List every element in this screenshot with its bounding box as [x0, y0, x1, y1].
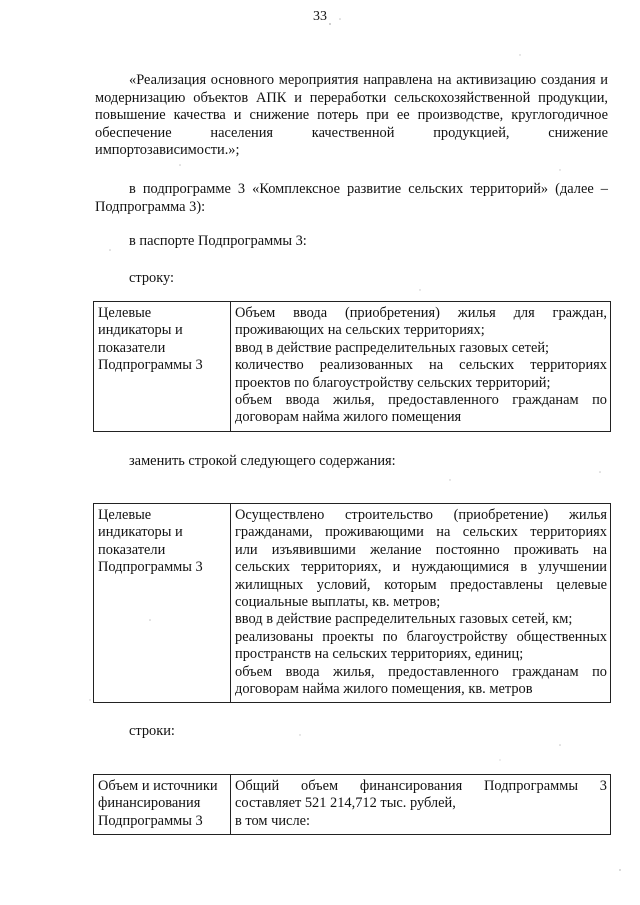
table-cell-line: Объем ввода (приобретения) жилья для граждан, [235, 305, 607, 321]
table-cell-line: Подпрограммы 3 [98, 812, 203, 829]
table-cell-line: гражданами, проживающими на сельских территориях [235, 524, 607, 541]
table-cell-line: показатели [98, 541, 166, 558]
new-indicators-value-cell [231, 504, 611, 703]
table-cell-line: составляет 521 214,712 тыс. рублей, [235, 795, 456, 812]
table-cell-line: в том числе: [235, 812, 311, 829]
financing-label-cell [94, 775, 231, 835]
passport-line: в паспорте Подпрограммы 3: [129, 233, 307, 249]
table-cell-line: или изъявившими желание постоянно проживать на [235, 541, 607, 558]
table-cell-line: объем ввода жилья, предоставленного гражданам по [235, 392, 607, 409]
page-number: 33 [313, 9, 327, 24]
table-cell-line: Осуществлено строительство (приобретение) жилья [235, 507, 607, 523]
old-indicators-label-cell [94, 302, 231, 432]
old-indicators-table [93, 301, 611, 432]
table-cell-line: пространств на сельских территориях, единиц; [235, 646, 524, 663]
table-cell-line: проектов по благоустройству сельских территорий; [235, 374, 551, 391]
subprogram-paragraph: в подпрограмме 3 «Комплексное развитие сельских территорий» (далее – Подпрограмма 3): [95, 181, 608, 215]
intro-paragraph: «Реализация основного мероприятия направлена на активизацию создания и модернизацию объектов АПК и переработки сельскохозяйственной продукции, повышение качества и снижение потерь при ее производстве, круглогодичное обеспечение населения качественной продукцией, снижение импортозависимости.»; [95, 72, 608, 159]
table-cell-line: проживающих на сельских территориях; [235, 322, 485, 339]
financing-table [93, 774, 611, 835]
table-cell-line: показатели [98, 339, 166, 356]
table-cell-line: жилищных условий, которым предоставлены целевые [235, 576, 607, 593]
financing-value-cell [231, 775, 611, 835]
table-cell-line: индикаторы и [98, 322, 183, 339]
table-cell-line: договорам найма жилого помещения [235, 409, 462, 426]
table-cell-line: Подпрограммы 3 [98, 559, 203, 576]
table-cell-line: сельских территориях, и нуждающимися в улучшении [235, 559, 607, 576]
table-cell-line: Целевые [98, 305, 152, 321]
replace-line: заменить строкой следующего содержания: [129, 453, 396, 469]
table-cell-line: ввод в действие распределительных газовых сетей; [235, 339, 550, 356]
table-cell-line: ввод в действие распределительных газовых сетей, км; [235, 611, 573, 628]
table-cell-line: индикаторы и [98, 524, 183, 541]
table-cell-line: договорам найма жилого помещения, кв. метров [235, 681, 533, 698]
rows-label: строки: [129, 723, 175, 739]
table-cell-line: Общий объем финансирования Подпрограммы 3 [235, 778, 607, 794]
table-cell-line: объем ввода жилья, предоставленного гражданам по [235, 663, 607, 680]
table-cell-line: количество реализованных на сельских территориях [235, 357, 607, 374]
table-cell-line: финансирования [98, 795, 201, 812]
old-indicators-value-cell [231, 302, 611, 432]
table-cell-line: Объем и источники [98, 778, 218, 794]
table-cell-line: Целевые [98, 507, 152, 523]
row-label: строку: [129, 270, 175, 286]
new-indicators-label-cell [94, 504, 231, 703]
new-indicators-table [93, 503, 611, 703]
table-cell-line: реализованы проекты по благоустройству общественных [235, 628, 607, 645]
table-cell-line: социальные выплаты, кв. метров; [235, 594, 441, 611]
table-cell-line: Подпрограммы 3 [98, 357, 203, 374]
